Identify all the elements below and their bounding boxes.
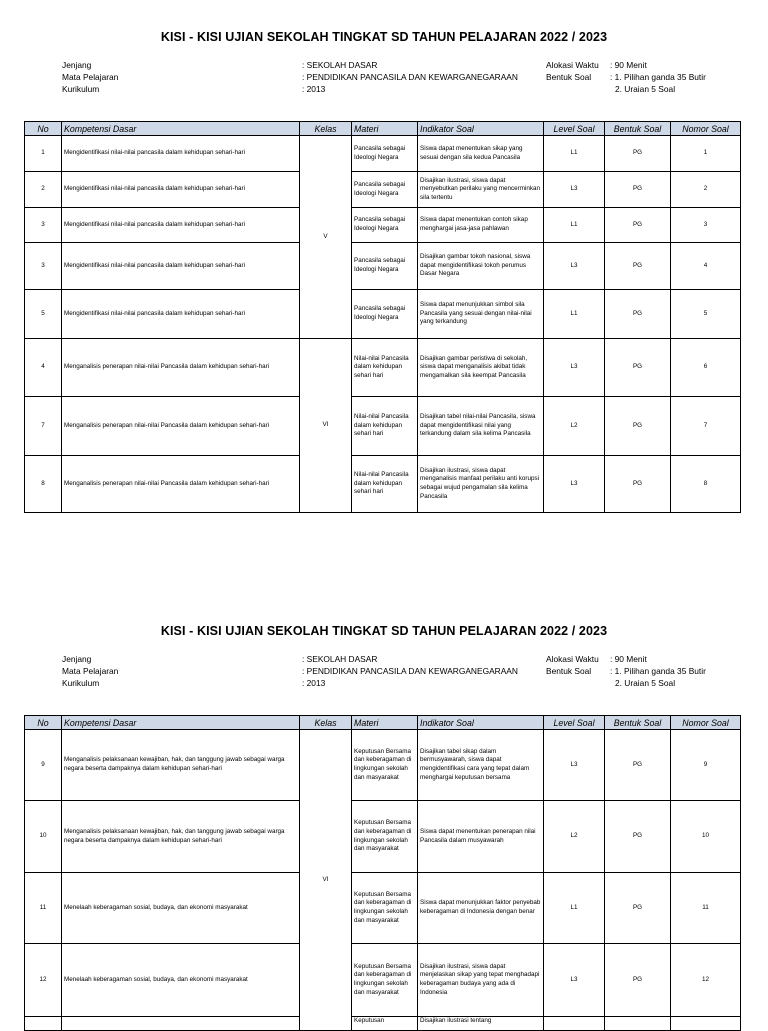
row-indikator: Disajikan ilustrasi, siswa dapat menganalisis manfaat perilaku anti korupsi sebagai wujud pengamalan sila kelima Pancasila — [418, 456, 544, 513]
row-no: 3 — [25, 208, 62, 243]
row-nomor: 3 — [671, 208, 741, 243]
row-nomor: 4 — [671, 243, 741, 290]
meta-right-values — [610, 59, 706, 95]
row-no: 10 — [25, 801, 62, 873]
col-nomor: Nomor Soal — [671, 716, 741, 730]
row-kd: Mengidentifikasi nilai-nilai pancasila dalam kehidupan sehari-hari — [62, 172, 300, 208]
row-kd: Menganalisis pelaksanaan kewajiban, hak, dan tanggung jawab sebagai warga negara beserta dampaknya dalam kehidupan sehari-hari — [62, 801, 300, 873]
row-indikator: Disajikan ilustrasi, siswa dapat menyebutkan perilaku yang mencerminkan sila tertentu — [418, 172, 544, 208]
row-indikator: Siswa dapat menentukan penerapan nilai Pancasila dalam musyawarah — [418, 801, 544, 873]
table-header-row — [25, 716, 741, 730]
row-no: 3 — [25, 243, 62, 290]
row-kd: Mengidentifikasi nilai-nilai pancasila dalam kehidupan sehari-hari — [62, 243, 300, 290]
jenjang-value: : SEKOLAH DASAR — [302, 60, 378, 70]
row-no: 5 — [25, 290, 62, 339]
row-indikator: Siswa dapat menunjukkan faktor penyebab keberagaman di Indonesia dengan benar — [418, 873, 544, 944]
row-materi: Pancasila sebagai Ideologi Negara — [352, 208, 418, 243]
row-nomor: 9 — [671, 730, 741, 801]
row-kd: Menganalisis pelaksanaan kewajiban, hak, dan tanggung jawab sebagai warga negara beserta dampaknya dalam kehidupan sehari-hari — [62, 730, 300, 801]
row-kelas: VI — [300, 339, 352, 513]
meta-left-values — [302, 59, 518, 95]
row-kd: Mengidentifikasi nilai-nilai pancasila dalam kehidupan sehari-hari — [62, 136, 300, 172]
row-indikator: Siswa dapat menentukan sikap yang sesuai dengan sila kedua Pancasila — [418, 136, 544, 172]
row-indikator: Disajikan gambar peristiwa di sekolah, siswa dapat menganalisis akibat tidak mengamalkan sila keempat Pancasila — [418, 339, 544, 397]
bentuk-value-1: : 1. Pilihan ganda 35 Butir — [610, 666, 706, 676]
row-indikator: Disajikan ilustrasi, siswa dapat menjelaskan sikap yang tepat menghadapi keberagaman budaya yang ada di Indonesia — [418, 944, 544, 1017]
table-row — [25, 944, 741, 1017]
row-nomor: 8 — [671, 456, 741, 513]
row-level: L3 — [544, 243, 605, 290]
mapel-label: Mata Pelajaran — [62, 666, 119, 676]
col-materi: Materi — [352, 716, 418, 730]
meta-right-labels — [546, 653, 599, 677]
row-bentuk: PG — [605, 730, 671, 801]
row-level: L2 — [544, 801, 605, 873]
row-no: 8 — [25, 456, 62, 513]
row-indikator: Disajikan gambar tokoh nasional, siswa dapat mengidentifikasi tokoh perumus Dasar Negara — [418, 243, 544, 290]
table-row — [25, 136, 741, 172]
row-bentuk: PG — [605, 172, 671, 208]
table-header-row — [25, 122, 741, 136]
row-materi: Keputusan Bersama dan keberagaman di lingkungan sekolah dan masyarakat — [352, 801, 418, 873]
col-no: No — [25, 716, 62, 730]
col-bentuk: Bentuk Soal — [605, 122, 671, 136]
page-title: KISI - KISI UJIAN SEKOLAH TINGKAT SD TAHUN PELAJARAN 2022 / 2023 — [160, 624, 608, 638]
table-row — [25, 243, 741, 290]
row-indikator: Siswa dapat menunjukkan simbol sila Pancasila yang sesuai dengan nilai-nilai yang terkandung — [418, 290, 544, 339]
row-materi: Keputusan Bersama dan keberagaman di lingkungan sekolah dan masyarakat — [352, 873, 418, 944]
row-nomor: 7 — [671, 397, 741, 456]
row-nomor: 6 — [671, 339, 741, 397]
row-bentuk: PG — [605, 397, 671, 456]
row-nomor: 12 — [671, 944, 741, 1017]
mapel-value: : PENDIDIKAN PANCASILA DAN KEWARGANEGARAAN — [302, 666, 518, 676]
row-nomor: 1 — [671, 136, 741, 172]
col-nomor: Nomor Soal — [671, 122, 741, 136]
jenjang-label: Jenjang — [62, 654, 92, 664]
row-materi: Pancasila sebagai Ideologi Negara — [352, 172, 418, 208]
row-nomor: 11 — [671, 873, 741, 944]
row-kd: Menganalisis penerapan nilai-nilai Pancasila dalam kehidupan sehari-hari — [62, 339, 300, 397]
row-materi: Nilai-nilai Pancasila dalam kehidupan sehari hari — [352, 339, 418, 397]
row-kd: Menganalisis penerapan nilai-nilai Pancasila dalam kehidupan sehari-hari — [62, 456, 300, 513]
col-no: No — [25, 122, 62, 136]
bentuk-value-1: : 1. Pilihan ganda 35 Butir — [610, 72, 706, 82]
table-row — [25, 801, 741, 873]
col-kompetensi: Kompetensi Dasar — [62, 716, 300, 730]
row-bentuk: PG — [605, 873, 671, 944]
row-indikator: Disajikan ilustrasi tentang — [418, 1017, 544, 1031]
row-level: L1 — [544, 208, 605, 243]
row-bentuk: PG — [605, 456, 671, 513]
alokasi-value: : 90 Menit — [610, 60, 647, 70]
kurikulum-label: Kurikulum — [62, 84, 100, 94]
bentuk-label: Bentuk Soal — [546, 72, 592, 82]
row-kelas: V — [300, 136, 352, 339]
bentuk-value-2: 2. Uraian 5 Soal — [615, 84, 676, 94]
row-kd: Mengidentifikasi nilai-nilai pancasila dalam kehidupan sehari-hari — [62, 208, 300, 243]
row-bentuk: PG — [605, 290, 671, 339]
row-no: 7 — [25, 397, 62, 456]
meta-right-values — [610, 653, 706, 689]
jenjang-value: : SEKOLAH DASAR — [302, 654, 378, 664]
row-bentuk: PG — [605, 944, 671, 1017]
row-materi: Pancasila sebagai Ideologi Negara — [352, 290, 418, 339]
jenjang-label: Jenjang — [62, 60, 92, 70]
row-materi: Nilai-nilai Pancasila dalam kehidupan sehari hari — [352, 397, 418, 456]
meta-left-values — [302, 653, 518, 689]
row-level: L3 — [544, 339, 605, 397]
table-row — [25, 208, 741, 243]
row-nomor: 5 — [671, 290, 741, 339]
row-nomor: 2 — [671, 172, 741, 208]
row-no: 1 — [25, 136, 62, 172]
bentuk-label: Bentuk Soal — [546, 666, 592, 676]
row-bentuk: PG — [605, 243, 671, 290]
table-row — [25, 172, 741, 208]
row-level: L1 — [544, 873, 605, 944]
col-level: Level Soal — [544, 716, 605, 730]
bentuk-value-2: 2. Uraian 5 Soal — [615, 678, 676, 688]
row-materi: Keputusan Bersama dan keberagaman di lingkungan sekolah dan masyarakat — [352, 730, 418, 801]
meta-left-labels — [62, 59, 118, 95]
row-bentuk: PG — [605, 208, 671, 243]
row-materi: Keputusan Bersama dan keberagaman di lingkungan sekolah dan masyarakat — [352, 944, 418, 1017]
row-materi: Pancasila sebagai Ideologi Negara — [352, 243, 418, 290]
row-level: L3 — [544, 730, 605, 801]
col-indikator: Indikator Soal — [418, 122, 544, 136]
kurikulum-value: : 2013 — [302, 678, 326, 688]
row-level: L3 — [544, 172, 605, 208]
row-indikator: Disajikan tabel sikap dalam bermusyawarah, siswa dapat mengidentifikasi cara yang tepat dalam menghargai keputusan bersama — [418, 730, 544, 801]
row-level: L1 — [544, 290, 605, 339]
mapel-label: Mata Pelajaran — [62, 72, 119, 82]
col-kompetensi: Kompetensi Dasar — [62, 122, 300, 136]
table-row — [25, 339, 741, 397]
kisi-table-1 — [24, 121, 741, 513]
col-kelas: Kelas — [300, 122, 352, 136]
row-no: 12 — [25, 944, 62, 1017]
col-indikator: Indikator Soal — [418, 716, 544, 730]
table-row — [25, 730, 741, 801]
row-level: L3 — [544, 456, 605, 513]
table-row — [25, 290, 741, 339]
col-materi: Materi — [352, 122, 418, 136]
row-bentuk: PG — [605, 136, 671, 172]
table-row — [25, 456, 741, 513]
alokasi-label: Alokasi Waktu — [546, 654, 599, 664]
row-bentuk: PG — [605, 339, 671, 397]
mapel-value: : PENDIDIKAN PANCASILA DAN KEWARGANEGARAAN — [302, 72, 518, 82]
row-indikator: Siswa dapat menentukan contoh sikap menghargai jasa-jasa pahlawan — [418, 208, 544, 243]
col-level: Level Soal — [544, 122, 605, 136]
row-no: 4 — [25, 339, 62, 397]
row-materi: Keputusan — [352, 1017, 418, 1031]
col-kelas: Kelas — [300, 716, 352, 730]
row-no: 2 — [25, 172, 62, 208]
row-bentuk: PG — [605, 801, 671, 873]
row-no: 11 — [25, 873, 62, 944]
kurikulum-label: Kurikulum — [62, 678, 100, 688]
meta-left-labels — [62, 653, 118, 689]
row-materi: Pancasila sebagai Ideologi Negara — [352, 136, 418, 172]
row-kd: Mengidentifikasi nilai-nilai pancasila dalam kehidupan sehari-hari — [62, 290, 300, 339]
row-no: 9 — [25, 730, 62, 801]
row-level: L2 — [544, 397, 605, 456]
row-kd: Menelaah keberagaman sosial, budaya, dan ekonomi masyarakat — [62, 873, 300, 944]
row-level: L1 — [544, 136, 605, 172]
row-kd: Menelaah keberagaman sosial, budaya, dan ekonomi masyarakat — [62, 944, 300, 1017]
row-kd: Menganalisis penerapan nilai-nilai Pancasila dalam kehidupan sehari-hari — [62, 397, 300, 456]
alokasi-value: : 90 Menit — [610, 654, 647, 664]
row-level: L3 — [544, 944, 605, 1017]
col-bentuk: Bentuk Soal — [605, 716, 671, 730]
meta-right-labels — [546, 59, 599, 83]
table-row — [25, 873, 741, 944]
kisi-table-2 — [24, 715, 741, 1031]
row-indikator: Disajikan tabel nilai-nilai Pancasila, siswa dapat mengidentifikasi nilai yang terkandung dalam sila kelima Pancasila — [418, 397, 544, 456]
kurikulum-value: : 2013 — [302, 84, 326, 94]
row-nomor: 10 — [671, 801, 741, 873]
page-title: KISI - KISI UJIAN SEKOLAH TINGKAT SD TAHUN PELAJARAN 2022 / 2023 — [160, 30, 608, 44]
row-kelas: VI — [300, 730, 352, 1031]
table-row — [25, 397, 741, 456]
alokasi-label: Alokasi Waktu — [546, 60, 599, 70]
row-materi: Nilai-nilai Pancasila dalam kehidupan sehari hari — [352, 456, 418, 513]
